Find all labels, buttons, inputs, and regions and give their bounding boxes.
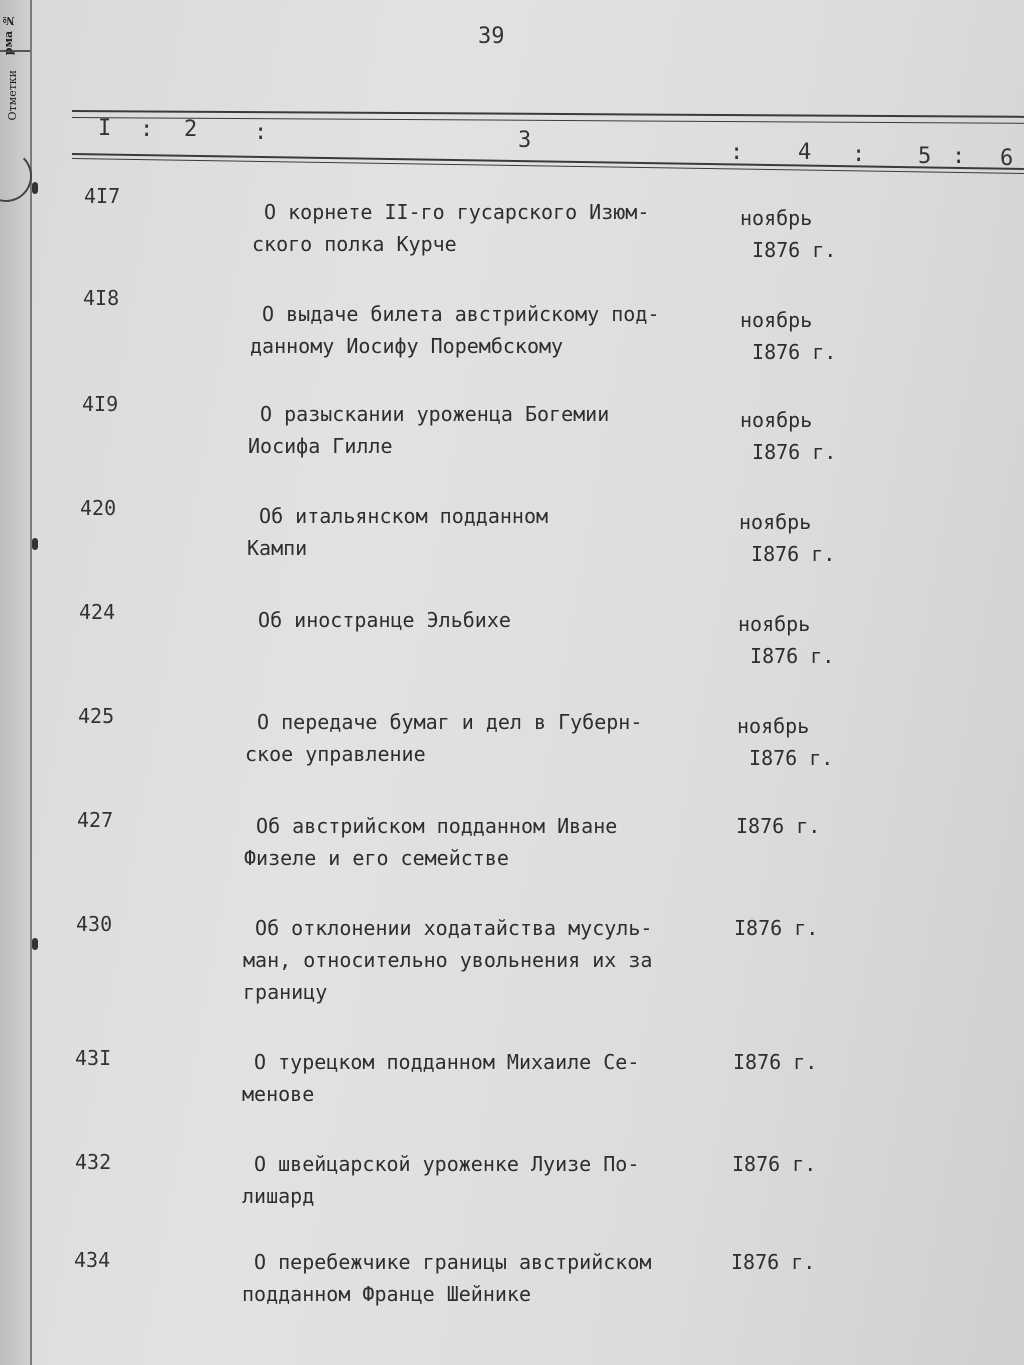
entry-number: 420 [80,496,117,520]
entry-date: I876 г. [736,814,821,838]
entry-description: О разыскании уроженца Богемии Иосифа Гилле [248,402,610,458]
column-separator: : [852,142,866,167]
entry-date: I876 г. [734,916,819,940]
entry-description: О турецком подданном Михаиле Се- менове [242,1050,640,1106]
entry-date: I876 г. [732,1152,817,1176]
column-separator: : [730,140,744,165]
entry-number: 4I8 [83,286,120,310]
entry-number: 434 [74,1248,111,1272]
column-separator: : [254,120,268,145]
entry-description: О передаче бумаг и дел в Губерн- ское управление [245,710,643,766]
column-header-6: 6 [1000,146,1014,171]
entry-number: 430 [76,912,113,936]
binding-hole [32,182,38,194]
entry-description: Об австрийском подданном Иване Физеле и его семействе [244,814,618,870]
entry-number: 4I7 [84,184,121,208]
column-header-1: I [98,116,112,141]
binding-hole [32,938,38,950]
margin-form-label: рма № [2,14,15,56]
entry-date: I876 г. [731,1250,816,1274]
entry-number: 424 [79,600,116,624]
entry-description: Об отклонении ходатайства мусуль- ман, относительно увольнения их за границу [243,916,653,1004]
header-rule-bottom [72,153,1024,170]
entry-number: 432 [75,1150,112,1174]
column-separator: : [140,117,154,142]
column-header-3: 3 [518,128,532,153]
column-header-5: 5 [918,144,932,169]
header-rule-top [72,110,1024,118]
margin-notes-label: Отметки [6,70,19,121]
entry-date: ноябрь I876 г. [740,206,837,262]
margin-strip [0,0,32,1365]
margin-arc [0,150,32,202]
entry-number: 4I9 [82,392,119,416]
entry-date: ноябрь I876 г. [740,308,837,364]
entry-date: ноябрь I876 г. [739,510,836,566]
entry-number: 427 [77,808,114,832]
header-rule-top-thin [72,117,1024,124]
entry-date: I876 г. [733,1050,818,1074]
column-header-4: 4 [798,140,812,165]
column-separator: : [952,144,966,169]
entry-number: 43I [75,1046,112,1070]
entry-date: ноябрь I876 г. [740,408,837,464]
page-number: 39 [478,24,505,49]
entry-number: 425 [78,704,115,728]
column-header-2: 2 [184,117,198,142]
entry-description: О перебежчике границы австрийском подданном Франце Шейнике [242,1250,652,1306]
entry-description: Об итальянском подданном Кампи [247,504,549,560]
entry-description: О корнете II-го гусарского Изюм- ского полка Курче [252,200,650,256]
entry-description: Об иностранце Эльбихе [246,608,511,632]
entry-description: О выдаче билета австрийскому под- данному Иосифу Порембскому [250,302,660,358]
entry-date: ноябрь I876 г. [738,612,835,668]
entry-description: О швейцарской уроженке Луизе По- лишард [242,1152,640,1208]
binding-hole [32,538,38,550]
entry-date: ноябрь I876 г. [737,714,834,770]
